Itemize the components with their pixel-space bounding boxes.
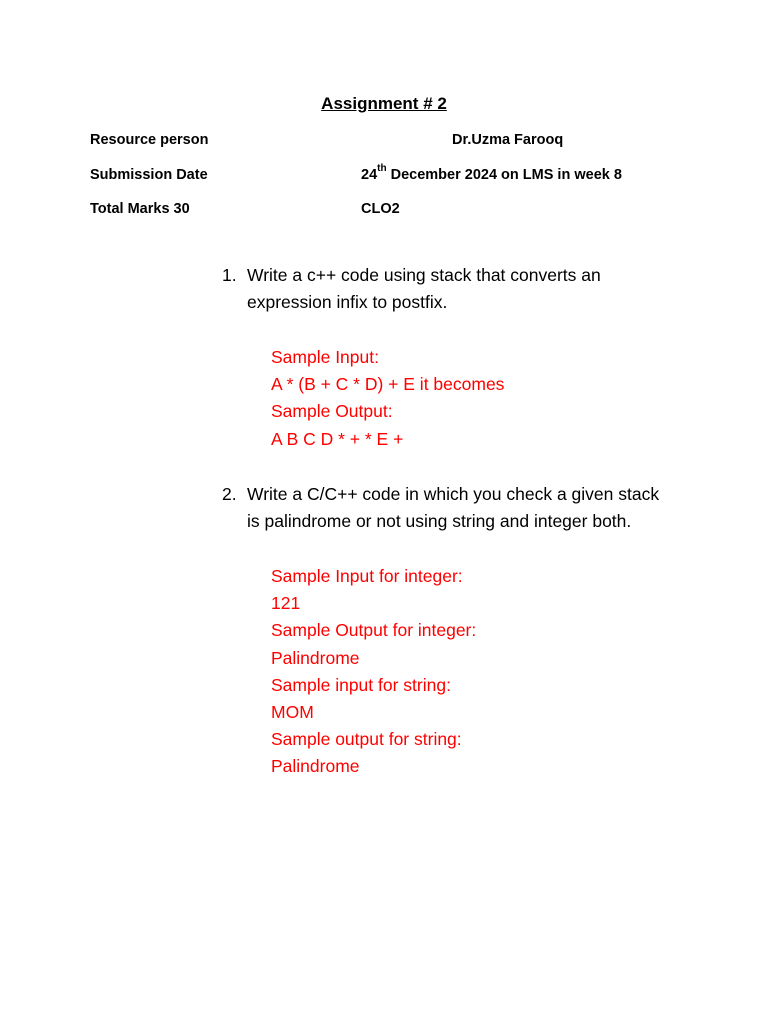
question-1-samples xyxy=(271,344,504,453)
meta-submission-row xyxy=(90,163,728,187)
question-number: 1. xyxy=(222,265,237,285)
sample-line: A B C D * + * E + xyxy=(271,428,404,449)
question-2-samples xyxy=(271,563,476,781)
sample-line: Sample input for string: xyxy=(271,674,451,695)
resource-value: Dr.Uzma Farooq xyxy=(452,132,564,148)
sample-line: Sample output for string: xyxy=(271,729,462,750)
sample-line: Palindrome xyxy=(271,756,360,777)
sample-line: 121 xyxy=(271,593,301,614)
marks-label: Total Marks 30 xyxy=(90,201,190,217)
submission-day-suffix: th xyxy=(377,163,387,175)
submission-label: Submission Date xyxy=(90,167,208,183)
question-text xyxy=(247,481,692,535)
resource-label: Resource person xyxy=(90,132,209,148)
sample-line: Sample Output: xyxy=(271,401,393,422)
sample-line: MOM xyxy=(271,702,314,723)
question-line: expression infix to postfix. xyxy=(247,292,448,312)
question-number: 2. xyxy=(222,484,237,504)
sample-line: Sample Output for integer: xyxy=(271,620,477,641)
submission-value xyxy=(361,163,622,183)
question-line: Write a c++ code using stack that converts an xyxy=(247,265,601,285)
question-line: is palindrome or not using string and integer both. xyxy=(247,511,632,531)
sample-line: Sample Input: xyxy=(271,347,379,367)
submission-rest: December 2024 on LMS in week 8 xyxy=(386,167,622,183)
marks-value: CLO2 xyxy=(361,201,400,217)
assignment-title: Assignment # 2 xyxy=(321,94,447,113)
sample-line: Sample Input for integer: xyxy=(271,566,463,586)
question-line: Write a C/C++ code in which you check a given stack xyxy=(247,484,660,504)
sample-line: Palindrome xyxy=(271,647,360,668)
submission-day: 24 xyxy=(361,167,378,183)
meta-marks-row xyxy=(90,201,728,221)
meta-resource-row xyxy=(90,132,728,152)
sample-line: A * (B + C * D) + E it becomes xyxy=(271,374,505,395)
question-text xyxy=(247,262,692,316)
